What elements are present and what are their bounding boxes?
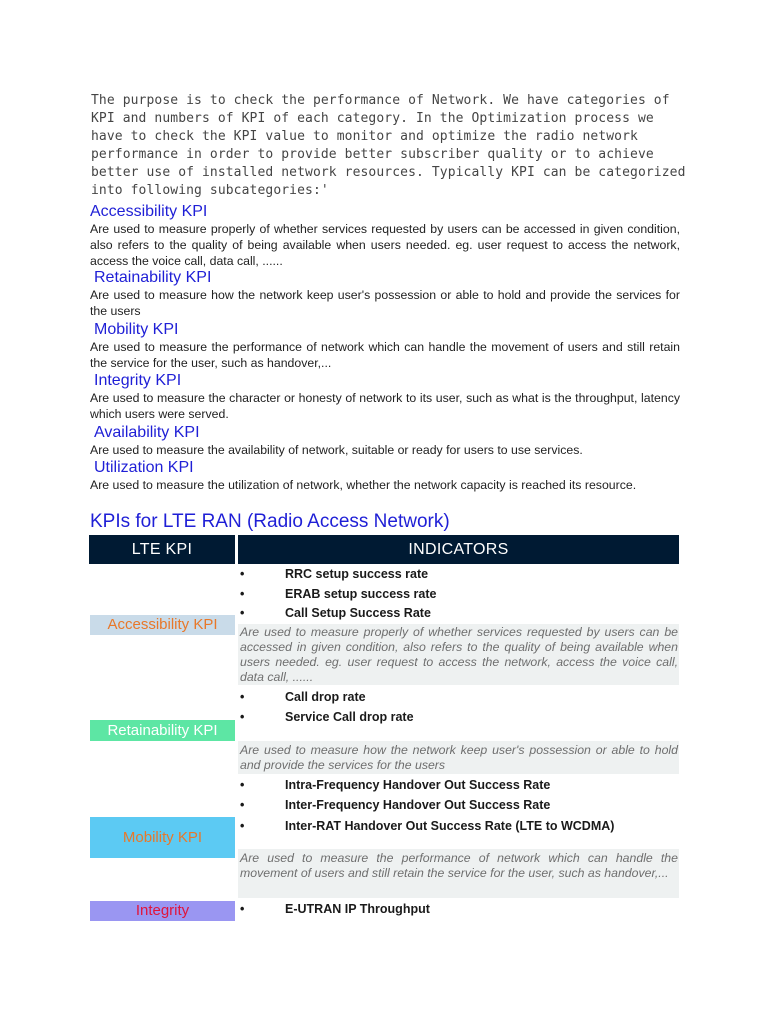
category-title-text: Availability KPI [94, 424, 200, 441]
bullet-icon: • [240, 797, 245, 812]
indicator-bullet [240, 584, 680, 603]
indicator-bullet [240, 816, 680, 835]
bullet-icon: • [240, 586, 245, 601]
bullet-icon: • [240, 709, 245, 724]
indicator-text: E-UTRAN IP Throughput [285, 901, 430, 916]
indicator-text: Inter-Frequency Handover Out Success Rate [285, 797, 551, 812]
kpi-label-retainability: Retainability KPI [90, 720, 235, 741]
intro-paragraph: The purpose is to check the performance of Network. We have categories of KPI and numbers of KPI of each category. In the Optimization process we have to check the KPI value to monitor and optimize the radio network performance in order to provide better subscriber quality or to achieve better use of installed network resources. Typically KPI can be categorized into following subcategories:' [91, 93, 686, 198]
indicator-bullet [240, 564, 680, 583]
bullet-icon: • [240, 566, 245, 581]
bullet-icon: • [240, 605, 245, 620]
indicator-description: Are used to measure how the network keep user's possession or able to hold and provide the services for the users [240, 743, 678, 772]
category-description: Are used to measure the performance of network which can handle the movement of users and still retain the service for the user, such as handover,... [90, 340, 680, 370]
category-title [90, 321, 680, 339]
category-description: Are used to measure how the network keep user's possession or able to hold and provide the services for the users [90, 288, 680, 318]
category-availability [90, 424, 680, 458]
category-description: Are used to measure the character or honesty of network to its user, such as what is the throughput, latency which users were served. [90, 391, 680, 421]
indicator-text: Call drop rate [285, 689, 366, 704]
category-mobility [90, 321, 680, 371]
indicator-description: Are used to measure the performance of network which can handle the movement of users and still retain the service for the user, such as handover,... [240, 851, 678, 880]
category-description: Are used to measure properly of whether services requested by users can be accessed in given condition, also refers to the quality of being available when users needed. eg. user request to access the network, access the voice call, data call, ...... [90, 222, 680, 268]
category-retainability [90, 269, 680, 319]
indicator-text: Inter-RAT Handover Out Success Rate (LTE to WCDMA) [285, 818, 615, 833]
bullet-icon: • [240, 901, 245, 916]
indicator-text: Service Call drop rate [285, 709, 414, 724]
category-title [90, 424, 680, 442]
bullet-icon: • [240, 818, 245, 833]
indicator-text: ERAB setup success rate [285, 586, 437, 601]
indicator-text: Intra-Frequency Handover Out Success Rate [285, 777, 551, 792]
bullet-icon: • [240, 689, 245, 704]
indicator-description: Are used to measure properly of whether services requested by users can be accessed in given condition, also refers to the quality of being available when users needed. eg. user request to access the network, access the voice call, data call, ...... [240, 625, 678, 684]
indicator-bullet [240, 899, 680, 918]
category-title-text: Integrity KPI [94, 372, 182, 389]
category-title-text: Utilization KPI [94, 459, 194, 476]
kpi-label-integrity: Integrity [90, 901, 235, 921]
category-title [90, 459, 680, 477]
indicator-bullet [240, 795, 680, 814]
category-accessibility [90, 203, 680, 269]
table-header-lte-kpi: LTE KPI [89, 535, 235, 564]
category-title [90, 203, 680, 221]
indicator-bullet [240, 707, 680, 726]
section-title: KPIs for LTE RAN (Radio Access Network) [90, 511, 450, 532]
category-title [90, 372, 680, 390]
indicator-text: Call Setup Success Rate [285, 605, 431, 620]
category-title [90, 269, 680, 287]
kpi-label-mobility: Mobility KPI [90, 817, 235, 858]
indicator-bullet [240, 603, 680, 622]
category-title-text: Mobility KPI [94, 321, 179, 338]
bullet-icon: • [240, 777, 245, 792]
indicator-text: RRC setup success rate [285, 566, 429, 581]
indicator-bullet [240, 775, 680, 794]
category-description: Are used to measure the availability of network, suitable or ready for users to use services. [90, 443, 583, 457]
category-integrity [90, 372, 680, 422]
indicator-bullet [240, 687, 680, 706]
category-description: Are used to measure the utilization of network, whether the network capacity is reached its resource. [90, 478, 637, 492]
category-title-text: Retainability KPI [94, 269, 212, 286]
kpi-label-accessibility: Accessibility KPI [90, 615, 235, 635]
table-header-indicators: INDICATORS [238, 535, 679, 564]
category-title-text: Accessibility KPI [90, 203, 208, 220]
category-utilization [90, 459, 680, 493]
